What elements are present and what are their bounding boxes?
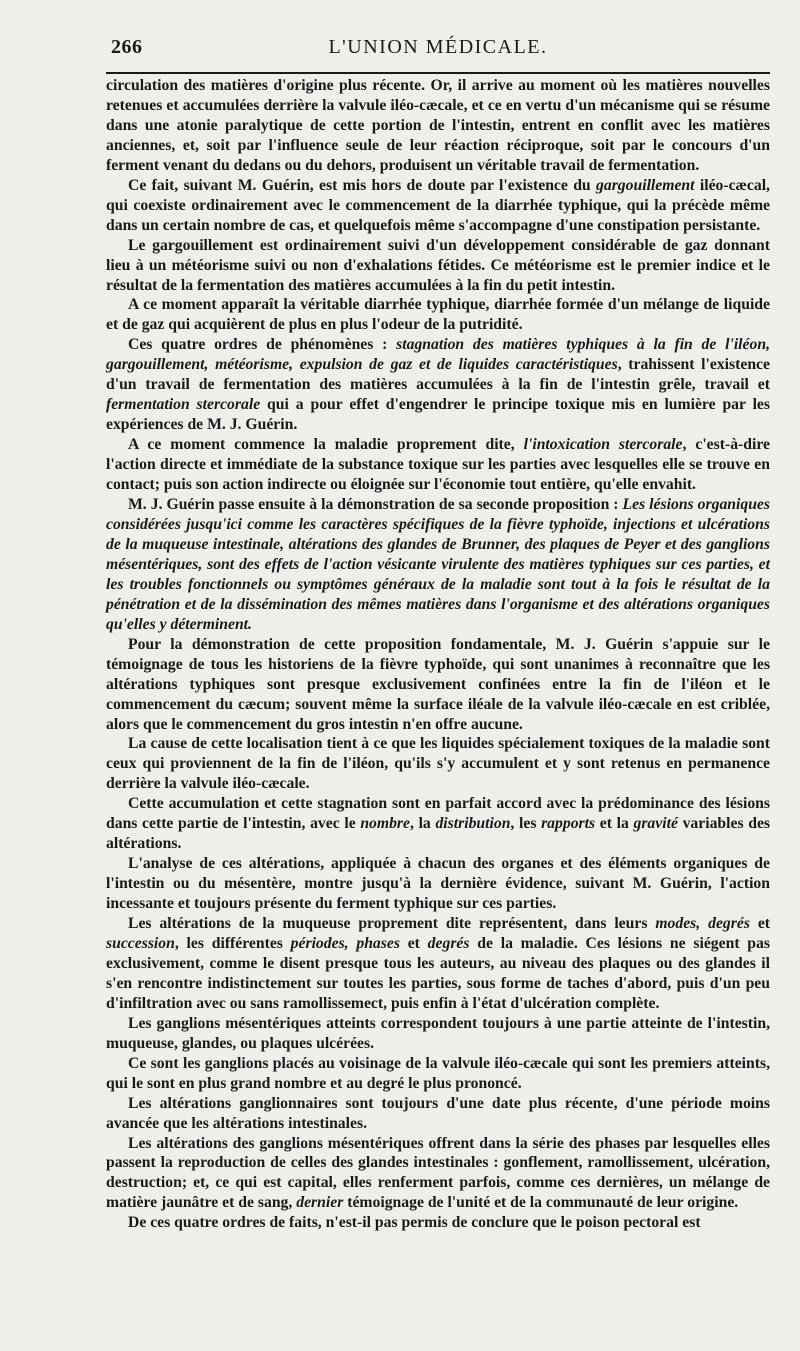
text-run: Cette accumulation et cette stagnation sont en parfait accord avec la prédominance des lésions dans cette partie de l'intestin, avec le	[106, 795, 770, 833]
paragraph	[106, 1054, 770, 1094]
italic-text: rapports	[541, 815, 596, 833]
text-run: M. J. Guérin passe ensuite à la démonstration de sa seconde proposition :	[128, 496, 623, 514]
header-rule	[106, 72, 770, 74]
text-run: qui a pour effet d'engendrer le principe toxique mis en lumière par les expériences de M. J. Guérin.	[106, 396, 770, 434]
italic-text: gargouillement	[596, 176, 695, 194]
paragraph	[106, 1213, 770, 1233]
text-run: Pour la démonstration de cette proposition fondamentale, M. J. Guérin s'appuie sur le témoignage de tous les historiens de la fièvre typhoïde, qui sont unanimes à reconnaître que les altérations typhiques sont presque exclusivement confinées entre la fin de l'iléon et le commencement du cæcum; souvent même la surface iléale de la valvule iléo-cæcale en est criblée, alors que le commencement du gros intestin n'en offre aucune.	[106, 635, 770, 733]
text-run: Ce sont les ganglions placés au voisinage de la valvule iléo-cæcale qui sont les premiers atteints, qui le sont en plus grand nombre et au degré le plus prononcé.	[106, 1054, 770, 1092]
italic-text: dernier	[296, 1194, 344, 1212]
paragraph	[106, 495, 770, 635]
paragraph	[106, 295, 770, 335]
text-run: et	[399, 934, 428, 952]
paragraph	[106, 1014, 770, 1054]
paragraph	[106, 335, 770, 435]
paragraph	[106, 76, 770, 176]
text-run: de la maladie. Ces lésions ne siégent pas exclusivement, comme le disent presque tous les auteurs, au niveau des plaques ou des glandes il s'en rencontre indistinctement sur toutes les parties, sous forme de taches d'abord, puis d'un peu d'infiltration avec ou sans ramollissemect, puis enfin à l'état d'ulcération complète.	[106, 934, 770, 1012]
text-run: Ce fait, suivant M. Guérin, est mis hors de doute par l'existence du	[128, 176, 596, 194]
text-run: L'analyse de ces altérations, appliquée à chacun des organes et des éléments organiques de l'intestin ou du mésentère, montre jusqu'à la dernière évidence, suivant M. Guérin, l'action incessante et toujours présente du ferment typhique sur ces parties.	[106, 855, 770, 913]
paragraph	[106, 176, 770, 236]
paragraph	[106, 914, 770, 1014]
italic-text: fermentation stercorale	[106, 396, 261, 414]
text-run: , les	[510, 815, 542, 833]
text-run: Les ganglions mésentériques atteints correspondent toujours à une partie atteinte de l'intestin, muqueuse, glandes, ou plaques ulcérées.	[106, 1014, 770, 1052]
italic-text: succession	[106, 934, 175, 952]
paragraph	[106, 1134, 770, 1214]
italic-text: l'intoxication stercorale	[523, 436, 683, 454]
italic-text: degrés	[427, 934, 470, 952]
italic-text: stagnation des matières typhiques à la fin de l'iléon, gargouillement, météorisme, expulsion de gaz et de liquides caractéristiques	[106, 336, 770, 374]
page-number: 266	[111, 36, 143, 58]
text-run: et	[749, 915, 771, 933]
text-run: et la	[595, 815, 634, 833]
text-run: , la	[410, 815, 436, 833]
italic-text: distribution	[435, 815, 511, 833]
text-run: iléo-cæcal, qui coexiste ordinairement avec le commencement de la diarrhée typhique, qui la précède même dans un certain nombre de cas, et quelquefois même s'accompagne d'une constipation persistante.	[106, 176, 770, 234]
text-run: Le gargouillement est ordinairement suivi d'un développement considérable de gaz donnant lieu à un météorisme suivi ou non d'exhalations fétides. Ce météorisme est le premier indice et le résultat de la fermentation des matières accumulées à la fin du petit intestin.	[106, 236, 770, 294]
paragraph	[106, 635, 770, 735]
text-run: Ces quatre ordres de phénomènes :	[128, 336, 397, 354]
article-body	[106, 76, 770, 1233]
paragraph	[106, 435, 770, 495]
paragraph	[106, 734, 770, 794]
text-run: A ce moment apparaît la véritable diarrhée typhique, diarrhée formée d'un mélange de liquide et de gaz qui acquièrent de plus en plus l'odeur de la putridité.	[106, 296, 770, 334]
italic-text: Les lésions organiques considérées jusqu'ici comme les caractères spécifiques de la fièvre typhoïde, injections et ulcérations de la muqueuse intestinale, altérations des glandes de Brunner, des plaques de Peyer et des ganglions mésentériques, sont des effets de l'action vésicante virulente des matières typhiques sur ces parties, et les troubles fonctionnels ou symptômes généraux de la maladie sont tout à la fois le résultat de la pénétration et de la dissémination des mêmes matières dans l'organisme et des altérations organiques qu'elles y déterminent.	[106, 496, 771, 633]
text-run: , c'est-à-dire l'action directe et immédiate de la substance toxique sur les parties avec lesquelles elle se trouve en contact; puis son action indirecte ou éloignée sur l'économie tout entière, qu'elle envahit.	[106, 436, 770, 494]
text-run: , trahissent l'existence d'un travail de fermentation des matières accumulées à la fin de l'intestin grêle, travail et	[106, 356, 770, 394]
text-run: Les altérations ganglionnaires sont toujours d'une date plus récente, d'une période moins avancée que les altérations intestinales.	[106, 1094, 770, 1132]
italic-text: modes, degrés	[655, 915, 750, 933]
paragraph	[106, 794, 770, 854]
text-run: variables des altérations.	[106, 815, 771, 853]
text-run: Les altérations des ganglions mésentériques offrent dans la série des phases par lesquelles elles passent la reproduction de celles des glandes intestinales : gonflement, ramollissement, ulcération, destruction; et, ce qui est capital, elles renferment parfois, comme ces dernières, un mélange de matière jaunâtre et de sang,	[106, 1134, 770, 1212]
page-header	[106, 34, 770, 60]
paragraph	[106, 854, 770, 914]
text-run: circulation des matières d'origine plus récente. Or, il arrive au moment où les matières nouvelles retenues et accumulées derrière la valvule iléo-cæcale, et ce en vertu d'un mécanisme qui se résume dans une atonie paralytique de cette portion de l'intestin, entrent en conflit avec les matières anciennes, et, soit par l'influence seule de leur réaction réciproque, soit par le concours d'un ferment venant du dedans ou du dehors, produisent un véritable travail de fermentation.	[106, 77, 770, 174]
running-title: L'UNION MÉDICALE.	[328, 36, 548, 58]
text-run: , les différentes	[174, 934, 291, 952]
text-run: témoignage de l'unité et de la communauté de leur origine.	[343, 1194, 739, 1212]
paragraph	[106, 1094, 770, 1134]
text-run: La cause de cette localisation tient à ce que les liquides spécialement toxiques de la maladie sont ceux qui proviennent de la fin de l'iléon, qu'ils s'y accumulent et y sont retenus en permanence derrière la valvule iléo-cæcale.	[106, 735, 770, 793]
text-run: De ces quatre ordres de faits, n'est-il pas permis de conclure que le poison pectoral est	[128, 1214, 701, 1232]
text-run: A ce moment commence la maladie proprement dite,	[128, 436, 524, 454]
italic-text: nombre	[360, 815, 410, 833]
paragraph	[106, 236, 770, 296]
italic-text: périodes, phases	[290, 934, 400, 952]
italic-text: gravité	[633, 815, 678, 833]
text-run: Les altérations de la muqueuse proprement dite représentent, dans leurs	[128, 915, 656, 933]
